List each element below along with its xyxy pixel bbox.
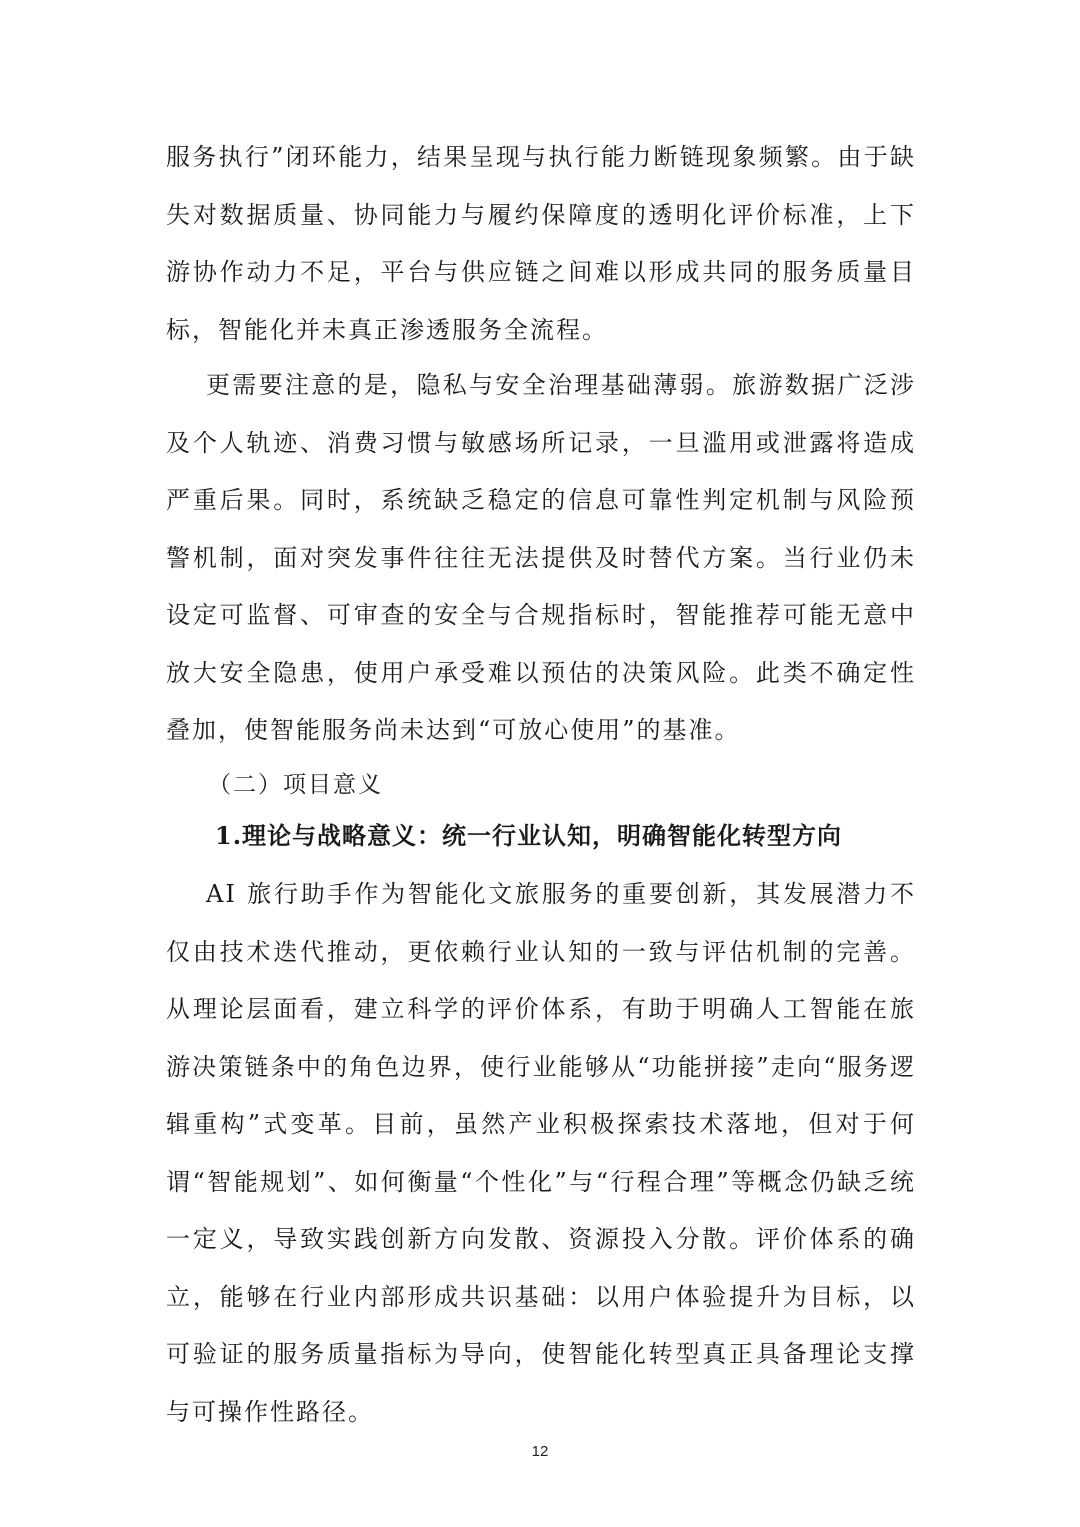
- subsection-heading: 1.理论与战略意义：统一行业认知，明确智能化转型方向: [215, 821, 843, 850]
- paragraph-1: 服务执行”闭环能力，结果呈现与执行能力断链现象频繁。由于缺失对数据质量、协同能力与履约保障度的透明化评价标准，上下游协作动力不足，平台与供应链之间难以形成共同的服务质量目标，智能化并未真正渗透服务全流程。: [166, 143, 916, 344]
- page-number: 12: [531, 1443, 549, 1460]
- paragraph-2: [166, 357, 916, 760]
- paragraph-3-text: AI 旅行助手作为智能化文旅服务的重要创新，其发展潜力不仅由技术迭代推动，更依赖行业认知的一致与评估机制的完善。从理论层面看，建立科学的评价体系，有助于明确人工智能在旅游决策链条中的角色边界，使行业能够从“功能拼接”走向“服务逻辑重构”式变革。目前，虽然产业积极探索技术落地，但对于何谓“智能规划”、如何衡量“个性化”与“行程合理”等概念仍缺乏统一定义，导致实践创新方向发散、资源投入分散。评价体系的确立，能够在行业内部形成共识基础：以用户体验提升为目标，以可验证的服务质量指标为导向，使智能化转型真正具备理论支撑与可操作性路径。: [166, 880, 916, 1426]
- paragraph-2-text: 更需要注意的是，隐私与安全治理基础薄弱。旅游数据广泛涉及个人轨迹、消费习惯与敏感场所记录，一旦滥用或泄露将造成严重后果。同时，系统缺乏稳定的信息可靠性判定机制与风险预警机制，面对突发事件往往无法提供及时替代方案。当行业仍未设定可监督、可审查的安全与合规指标时，智能推荐可能无意中放大安全隐患，使用户承受难以预估的决策风险。此类不确定性叠加，使智能服务尚未达到“可放心使用”的基准。: [166, 371, 916, 744]
- paragraph-3: [166, 866, 916, 1441]
- section-heading: （二）项目意义: [208, 772, 383, 798]
